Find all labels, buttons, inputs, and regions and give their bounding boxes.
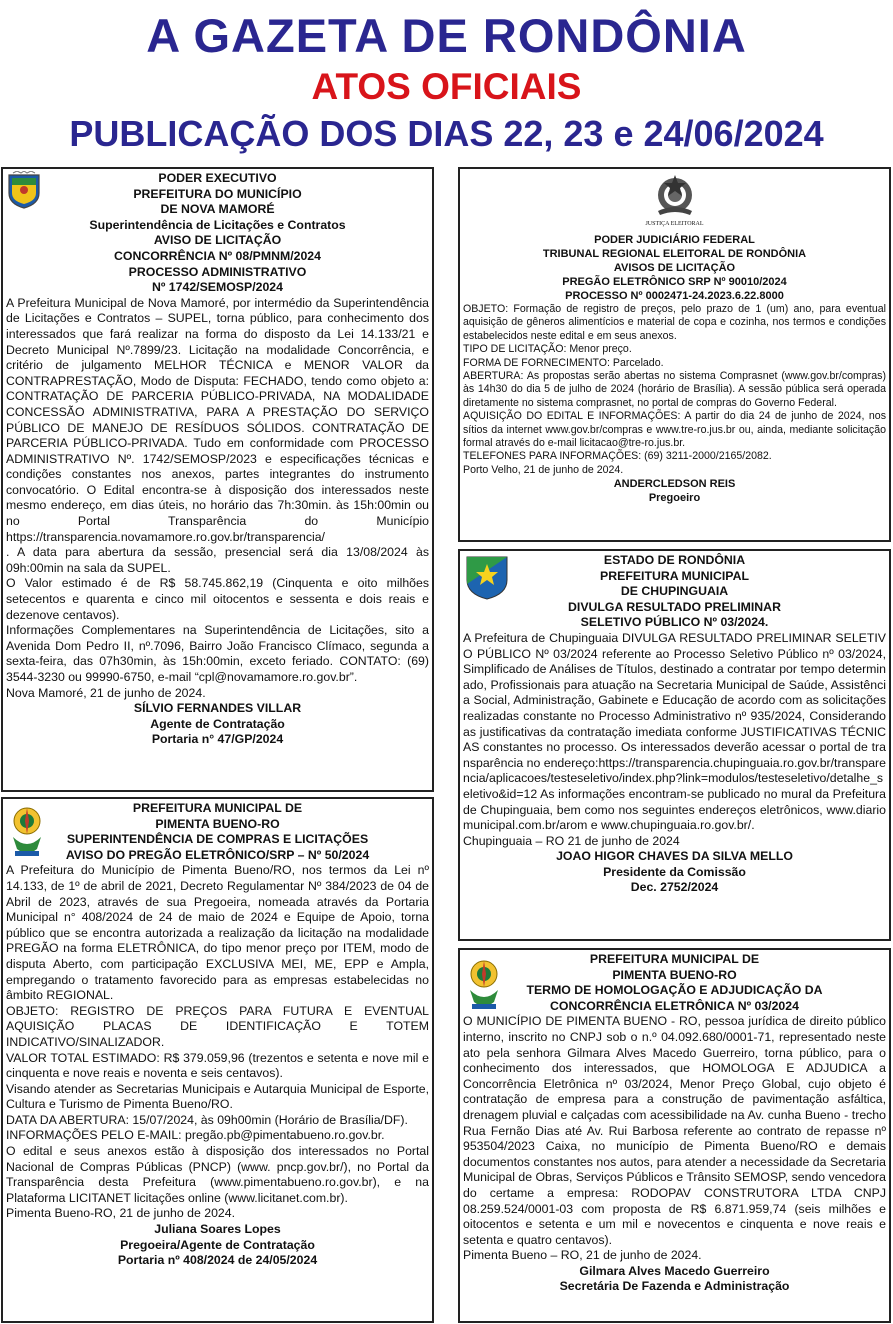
notice-pimenta-bueno-pregao (1, 797, 434, 1323)
notice-body: OBJETO: Formação de registro de preços, pelo prazo de 1 (um) ano, para eventual aquisição de gêneros alimentícios e material de copa e cozinha, nos termos e condições estabelecidos neste edital e em seus anexos. TIPO DE LICITAÇÃO: Menor preço. FORMA DE FORNECIMENTO: Parcelado. ABERTURA: As propostas serão abertas no sistema Comprasnet (www.gov.br/compras) às 14h30 do dia 5 de julho de 2024 (horário de Brasília). A sessão pública será operada diretamente no sistema comprasnet, no portal de compras do Governo Federal. AQUISIÇÃO DO EDITAL E INFORMAÇÕES: A partir do dia 24 de junho de 2024, nos sítios da internet www.gov.br/compras e www.tre-ro.jus.br ou, ainda, mediante solicitação formal através do e-mail licitacao@tre-ro.jus.br. TELEFONES PARA INFORMAÇÕES: (69) 3211-2000/2165/2082. Porto Velho, 21 de junho de 2024. (463, 303, 886, 476)
notice-tre-rondonia (458, 167, 891, 542)
notice-body: A Prefeitura de Chupinguaia DIVULGA RESULTADO PRELIMINAR SELETIVO PÚBLICO Nº 03/2024 referente ao Processo Seletivo Público nº 03/2024, Simplificado de Análises de Títulos, destinado a contratar por tempo determinado, Profissionais para atuação na Secretaria Municipal de Saúde, Assistência Social, Administração, Gabinete e Educação de acordo com as solicitações realizadas constante no Processo Administrativo nº 935/2024, Considerando as justificativas da contratação imediata conforme JUSTIFICATIVAS TÉCNICAS constantes no processo. Os interessados deverão acessar o portal de transparência no endereço:https://transparencia.chupinguaia.ro.gov.br/transparencia/aplicacoes/testeseletivo/index.php?link=modulos/testeseletivo/detalhe_seletivo&id=12 As informações encontram-se publicado no mural da Prefeitura de Chupinguaia, bem como nos seguintes endereços eletrônicos, www.diariomunicipal.com.br/arom e www.chupinguaia.ro.gov.br/. Chupinguaia – RO 21 de junho de 2024 (463, 630, 886, 848)
notice-header: PREFEITURA MUNICIPAL DE PIMENTA BUENO-RO TERMO DE HOMOLOGAÇÃO E ADJUDICAÇÃO DA CONCORRÊNCIA ELETRÔNICA Nº 03/2024 (526, 952, 823, 1013)
seal-caption: JUSTIÇA ELEITORAL (645, 221, 704, 227)
section-title: ATOS OFICIAIS (311, 66, 582, 107)
notice-header: PODER JUDICIÁRIO FEDERAL TRIBUNAL REGIONAL ELEITORAL DE RONDÔNIA AVISOS DE LICITAÇÃO PREGÃO ELETRÔNICO SRP Nº 90010/2024 PROCESSO Nº 0002471-24.2023.6.22.8000 (542, 234, 807, 302)
notice-nova-mamore (1, 167, 434, 792)
notice-pimenta-bueno-homologacao (458, 948, 891, 1323)
notice-header: PODER EXECUTIVO PREFEITURA DO MUNICÍPIO DE NOVA MAMORÉ Superintendência de Licitações e Contratos AVISO DE LICITAÇÃO CONCORRÊNCIA Nº 08/PMNM/2024 PROCESSO ADMINISTRATIVO Nº 1742/SEMOSP/2024 (89, 171, 346, 295)
nova-mamore-crest-icon (7, 171, 41, 214)
publication-dates: PUBLICAÇÃO DOS DIAS 22, 23 e 24/06/2024 (69, 113, 824, 154)
notice-header: ESTADO DE RONDÔNIA PREFEITURA MUNICIPAL DE CHUPINGUAIA DIVULGA RESULTADO PRELIMINAR SELETIVO PÚBLICO Nº 03/2024. (568, 553, 781, 630)
pimenta-bueno-crest-icon (464, 958, 504, 1019)
notice-chupinguaia (458, 549, 891, 941)
notice-signature: Juliana Soares Lopes Pregoeira/Agente de Contratação Portaria nº 408/2024 de 24/05/2024 (117, 1222, 318, 1268)
notice-signature: Gilmara Alves Macedo Guerreiro Secretária De Fazenda e Administração (559, 1263, 790, 1294)
notice-signature: ANDERCLEDSON REIS Pregoeiro (613, 478, 736, 505)
newspaper-title: A GAZETA DE RONDÔNIA (146, 9, 747, 62)
notice-body: O MUNICÍPIO DE PIMENTA BUENO - RO, pessoa jurídica de direito público interno, inscrito no CNPJ sob o n.º 04.092.680/0001-71, representado neste ato pela senhora Gilmara Alves Macedo Guerreiro, torna público, para o conhecimento dos interessados, que HOMOLOGA E ADJUDICA a Concorrência Eletrônica nº 03/2024, Menor Preço Global, cujo objeto é contratação de empresa para a construção de pavimentação asfáltica, drenagem pluvial e calçadas com acessibilidade na Av. cunha Bueno - trecho Rua Fernão Dias até Av. Rui Barbosa referente ao contrato de repasse nº 953504/2023 Caixa, no município de Pimenta Bueno/RO e demais documentos constantes nos autos, para atender a necessidade da Secretaria Municipal de Obras, Serviços Públicos e Trânsito SEMOSP, sendo vencedora do certame a empresa: RODOPAV CONSTRUTORA LTDA CNPJ 08.259.524/0001-03 com proposta de R$ 6.871.959,74 (seis milhões e oitocentos e setenta e um mil e novecentos e cinquenta e nove reais e setenta e quatro centavos). Pimenta Bueno – RO, 21 de junho de 2024. (463, 1014, 886, 1263)
chupinguaia-crest-icon (464, 554, 510, 605)
notice-signature: JOAO HIGOR CHAVES DA SILVA MELLO Presidente da Comissão Dec. 2752/2024 (556, 849, 793, 895)
notice-body: A Prefeitura Municipal de Nova Mamoré, por intermédio da Superintendência de Licitações e Contratos – SUPEL, torna público, para conhecimento dos interessados que fará realizar na forma do disposto da Lei 14.133/21 e Decreto Municipal Nº.7899/23. Licitação na modalidade Concorrência, e critério de julgamento MELHOR TÉCNICA e MENOR VALOR da CONTRAPRESTAÇÃO, Modo de Disputa: FECHADO, tendo como objeto a: CONTRATAÇÃO DE PARCERIA PÚBLICO-PRIVADA, NA MODALIDADE CONCESSÃO ADMINISTRATIVA, PARA A PRESTAÇÃO DO SERVIÇO PÚBLICO DE MANEJO DE RESÍDUOS SÓLIDOS. CONTRATAÇÃO DE PARCERIA PÚBLICO-PRIVADA. Tudo em conformidade com PROCESSO ADMINISTRATIVO Nº. 1742/SEMOSP/2023 e especificações técnicas e condições constantes nos anexos, partes integrantes do instrumento convocatório. O Edital encontra-se à disposição dos interessados neste mesmo endereço, em dias úteis, no horário das 7h:30min. às 15h:00min ou no Portal Transparência do Município https://transparencia.novamamore.ro.gov.br/transparencia/ . A data para abertura da sessão, presencial será dia 13/08/2024 às 09h:00min na sala da SUPEL. O Valor estimado é de R$ 58.745.862,19 (Cinquenta e oito milhões setecentos e quarenta e cinco mil oitocentos e sessenta e dois reais e dezenove centavos). Informações Complementares na Superintendência de Licitações, sito a Avenida Dom Pedro II, nº.7096, Bairro João Francisco Clímaco, segunda a sexta-feira, das 07h30min, às 15h:00min, exceto feriado. CONTATO: (69) 3544-3230 ou 99990-6750, e-mail “cpl@novamamore.ro.gov.br”. Nova Mamoré, 21 de junho de 2024. (6, 295, 429, 700)
notice-signature: SÍLVIO FERNANDES VILLAR Agente de Contratação Portaria n° 47/GP/2024 (133, 701, 302, 747)
masthead (0, 0, 893, 162)
pimenta-bueno-crest-icon (7, 805, 47, 866)
notice-body: A Prefeitura do Município de Pimenta Bueno/RO, nos termos da Lei nº 14.133, de 1º de abril de 2021, Decreto Regulamentar Nº 384/2023 de 04 de Abril de 2023, através de sua Pregoeira, nomeada através da Portaria Municipal n° 408/2024 de 24 de maio de 2024 e Equipe de Apoio, torna público que se encontra autorizada a realização da licitação na modalidade PREGÃO na forma ELETRÔNICA, do tipo menor preço por ITEM, modo de disputa Aberto, com participação EXCLUSIVA MEI, ME, EPP e Ampla, empregando o tratamento favorecido para as empresas estabelecidas no âmbito REGIONAL. OBJETO: REGISTRO DE PREÇOS PARA FUTURA E EVENTUAL AQUISIÇÃO PLACAS DE IDENTIFICAÇÃO E TOTEM INDICATIVO/SINALIZADOR. VALOR TOTAL ESTIMADO: R$ 379.059,96 (trezentos e setenta e nove mil e cinquenta e nove reais e noventa e seis centavos). Visando atender as Secretarias Municipais e Autarquia Municipal de Esporte, Cultura e Turismo de Pimenta Bueno/RO. DATA DA ABERTURA: 15/07/2024, às 09h00min (Horário de Brasília/DF). INFORMAÇÕES PELO E-MAIL: pregão.pb@pimentabueno.ro.gov.br. O edital e seus anexos estão à disposição dos interessados no Portal Nacional de Compras Públicas (PNCP) (www. pncp.gov.br/), no Portal da Transparência desta Prefeitura (www.pimentabueno.ro.gov.br), e na Plataforma LICITANET licitações online (www.licitanet.com.br). Pimenta Bueno-RO, 21 de junho de 2024. (6, 863, 429, 1221)
notice-header: PREFEITURA MUNICIPAL DE PIMENTA BUENO-RO SUPERINTENDÊNCIA DE COMPRAS E LICITAÇÕES AVISO DO PREGÃO ELETRÔNICO/SRP – Nº 50/2024 (65, 801, 370, 862)
